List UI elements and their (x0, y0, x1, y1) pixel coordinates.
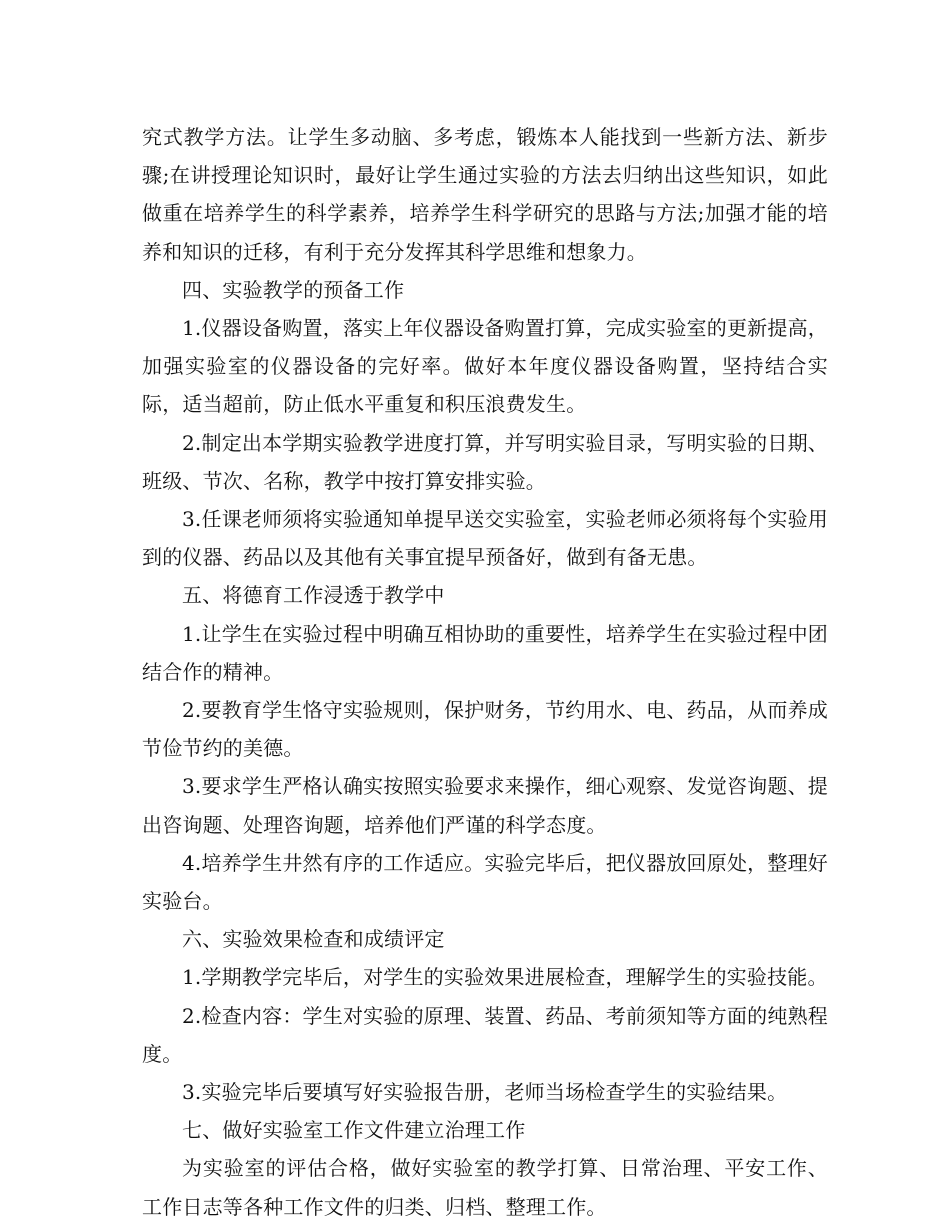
paragraph: 2.制定出本学期实验教学进度打算，并写明实验目录，写明实验的日期、班级、节次、名称，教学中按打算安排实验。 (142, 430, 828, 493)
paragraph: 2.要教育学生恪守实验规则，保护财务，节约用水、电、药品，从而养成节俭节约的美德。 (142, 698, 828, 761)
paragraph: 3.实验完毕后要填写好实验报告册，老师当场检查学生的实验结果。 (182, 1080, 788, 1105)
paragraph: 1.仪器设备购置，落实上年仪器设备购置打算，完成实验室的更新提高，加强实验室的仪器设备的完好率。做好本年度仪器设备购置，坚持结合实际，适当超前，防止低水平重复和积压浪费发生。 (142, 316, 828, 417)
paragraph: 五、将德育工作浸透于教学中 (182, 583, 445, 608)
paragraph: 4.培养学生井然有序的工作适应。实验完毕后，把仪器放回原处，整理好实验台。 (142, 850, 828, 914)
paragraph: 2.检查内容：学生对实验的原理、装置、药品、考前须知等方面的纯熟程度。 (142, 1003, 828, 1066)
paragraph: 究式教学方法。让学生多动脑、多考虑，锻炼本人能找到一些新方法、新步骤;在讲授理论知识时，最好让学生通过实验的方法去归纳出这些知识，如此做重在培养学生的科学素养，培养学生科学研究的思路与方法;加强才能的培养和知识的迁移，有利于充分发挥其科学思维和想象力。 (142, 125, 828, 264)
paragraph: 六、实验效果检查和成绩评定 (182, 927, 445, 952)
paragraph: 3.任课老师须将实验通知单提早送交实验室，实验老师必须将每个实验用到的仪器、药品以及其他有关事宜提早预备好，做到有备无患。 (142, 507, 828, 570)
paragraph: 四、实验教学的预备工作 (182, 277, 405, 302)
paragraph: 1.学期教学完毕后，对学生的实验效果进展检查，理解学生的实验技能。 (182, 965, 828, 990)
paragraph: 1.让学生在实验过程中明确互相协助的重要性，培养学生在实验过程中团结合作的精神。 (142, 621, 828, 684)
document-body (142, 118, 828, 1226)
paragraph: 3.要求学生严格认确实按照实验要求来操作，细心观察、发觉咨询题、提出咨询题、处理咨询题，培养他们严谨的科学态度。 (142, 774, 828, 837)
paragraph: 为实验室的评估合格，做好实验室的教学打算、日常治理、平安工作、工作日志等各种工作文件的归类、归档、整理工作。 (142, 1156, 828, 1219)
paragraph: 七、做好实验室工作文件建立治理工作 (182, 1118, 526, 1143)
